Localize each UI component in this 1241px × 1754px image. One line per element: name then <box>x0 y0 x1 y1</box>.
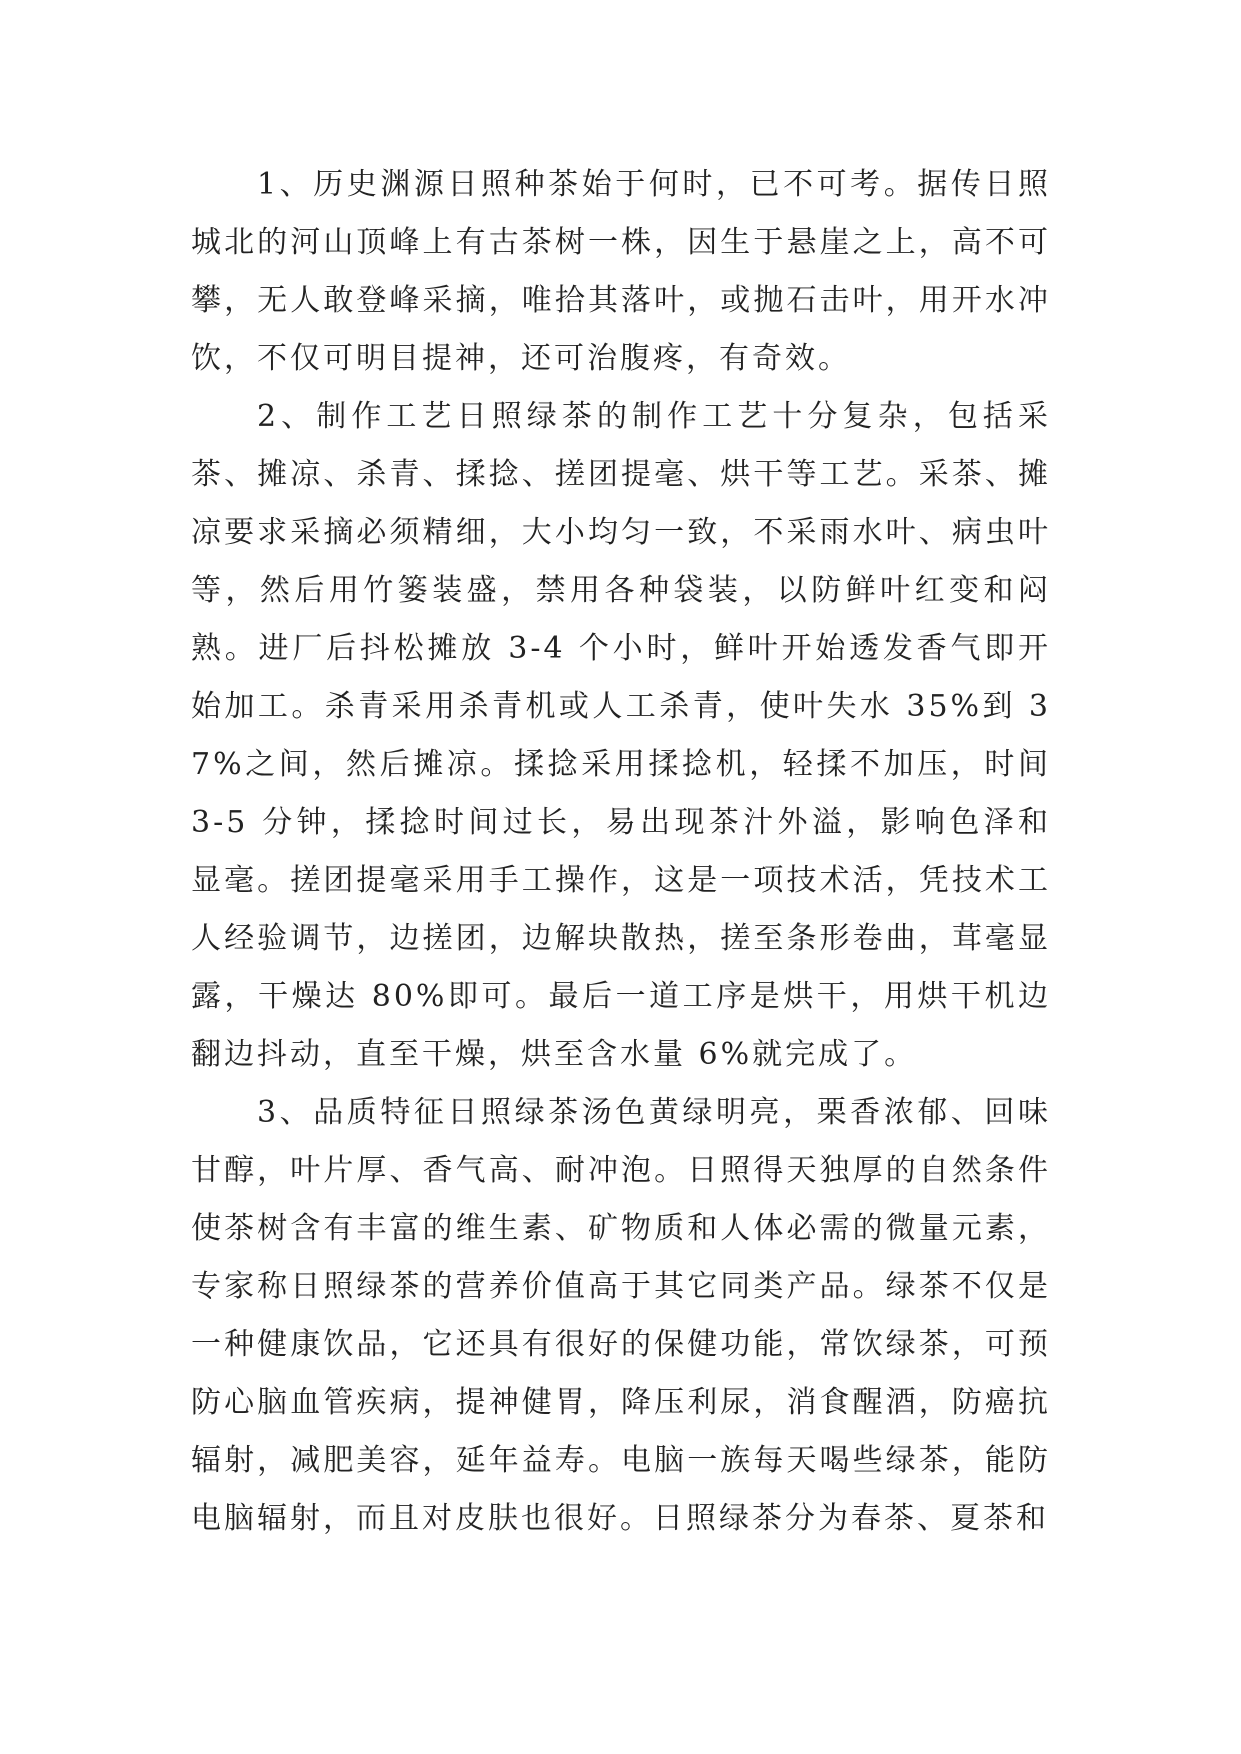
paragraph-quality-features: 3、品质特征日照绿茶汤色黄绿明亮，栗香浓郁、回味甘醇，叶片厚、香气高、耐冲泡。日照得天独厚的自然条件使茶树含有丰富的维生素、矿物质和人体必需的微量元素，专家称日照绿茶的营养价值高于其它同类产品。绿茶不仅是一种健康饮品，它还具有很好的保健功能，常饮绿茶，可预防心脑血管疾病，提神健胃，降压利尿，消食醒酒，防癌抗辐射，减肥美容，延年益寿。电脑一族每天喝些绿茶，能防电脑辐射，而且对皮肤也很好。日照绿茶分为春茶、夏茶和 <box>191 1095 1051 1536</box>
document-body <box>191 156 1051 1548</box>
paragraph-production-process: 2、制作工艺日照绿茶的制作工艺十分复杂，包括采茶、摊凉、杀青、揉捻、搓团提毫、烘干等工艺。采茶、摊凉要求采摘必须精细，大小均匀一致，不采雨水叶、病虫叶等，然后用竹篓装盛，禁用各种袋装，以防鲜叶红变和闷熟。进厂后抖松摊放 3-4 个小时，鲜叶开始透发香气即开始加工。杀青采用杀青机或人工杀青，使叶失水 35%到 37%之间，然后摊凉。揉捻采用揉捻机，轻揉不加压，时间 3-5 分钟，揉捻时间过长，易出现茶汁外溢，影响色泽和显毫。搓团提毫采用手工操作，这是一项技术活，凭技术工人经验调节，边搓团，边解块散热，搓至条形卷曲，茸毫显露，干燥达 80%即可。最后一道工序是烘干，用烘干机边翻边抖动，直至干燥，烘至含水量 6%就完成了。 <box>191 399 1051 1072</box>
paragraph-history: 1、历史渊源日照种茶始于何时，已不可考。据传日照城北的河山顶峰上有古茶树一株，因生于悬崖之上，高不可攀，无人敢登峰采摘，唯拾其落叶，或抛石击叶，用开水冲饮，不仅可明目提神，还可治腹疼，有奇效。 <box>191 167 1051 376</box>
